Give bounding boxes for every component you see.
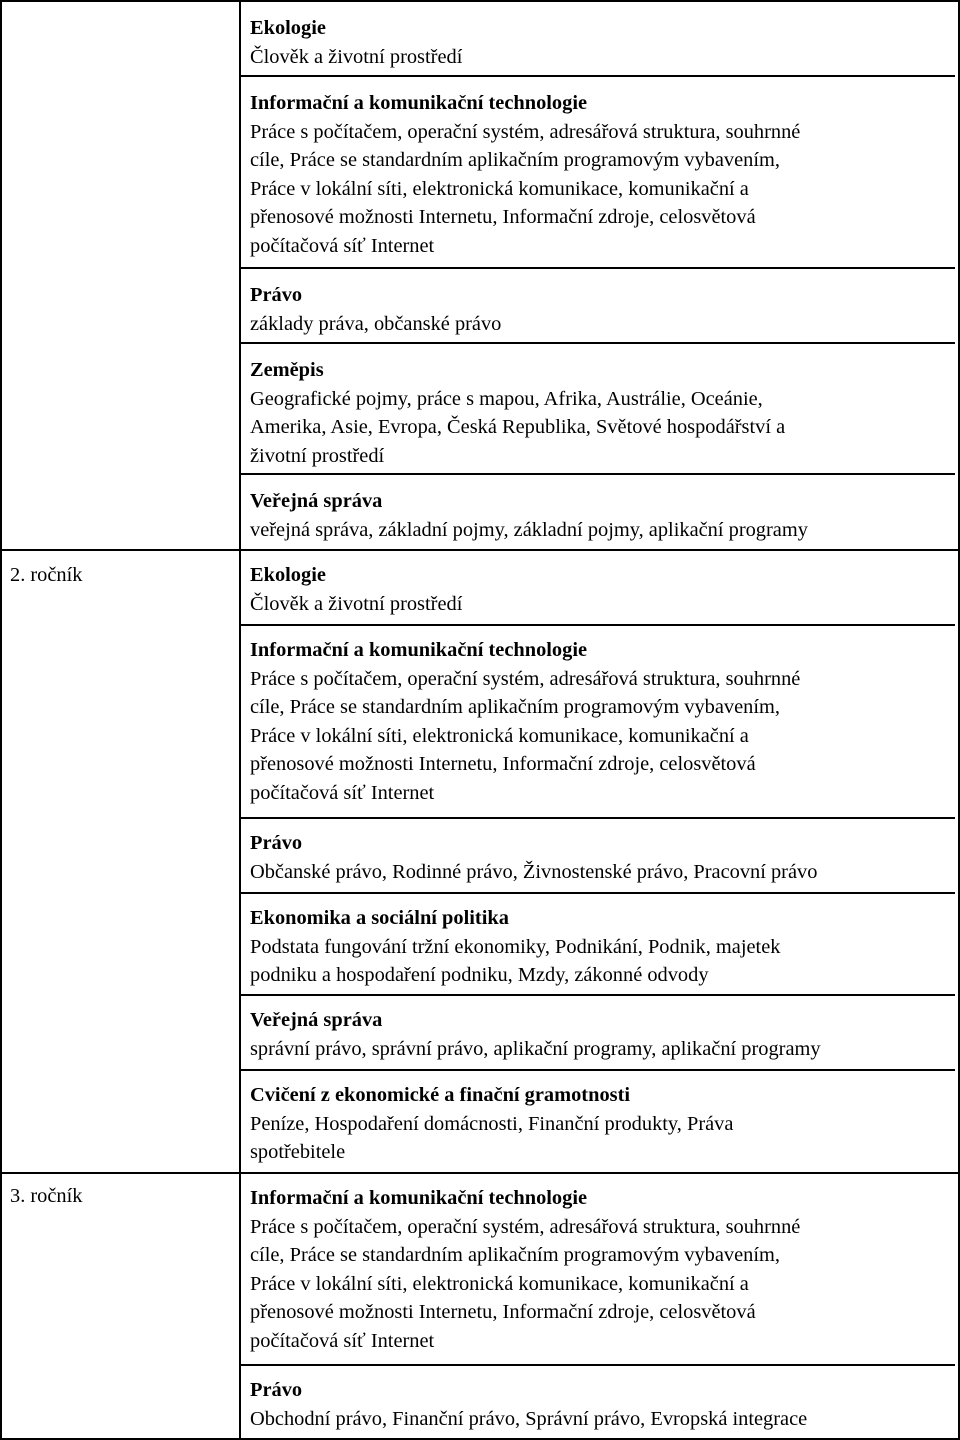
subject-cell-ikt bbox=[241, 626, 955, 819]
subject-content-line: Práce s počítačem, operační systém, adresářová struktura, souhrnné bbox=[250, 120, 801, 143]
subject-content-line: Peníze, Hospodaření domácnosti, Finanční produkty, Práva bbox=[250, 1112, 734, 1135]
subject-cell-ekonomika bbox=[241, 894, 955, 996]
subject-content-line: Práce v lokální síti, elektronická komunikace, komunikační a bbox=[250, 724, 749, 747]
subject-content-line: základy práva, občanské právo bbox=[250, 312, 502, 335]
subject-content-line: Člověk a životní prostředí bbox=[250, 592, 463, 615]
subject-content-line: cíle, Práce se standardním aplikačním programovým vybavením, bbox=[250, 1244, 780, 1266]
subject-content-line: Práce v lokální síti, elektronická komunikace, komunikační a bbox=[250, 1272, 749, 1295]
subject-heading: Informační a komunikační technologie bbox=[250, 1187, 588, 1209]
subject-heading: Cvičení z ekonomické a finační gramotnosti bbox=[250, 1084, 631, 1106]
subject-content-line: počítačová síť Internet bbox=[250, 1329, 435, 1352]
subject-heading: Ekologie bbox=[250, 564, 326, 586]
subject-heading: Veřejná správa bbox=[250, 490, 383, 512]
subject-content-line: Práce s počítačem, operační systém, adresářová struktura, souhrnné bbox=[250, 1215, 801, 1238]
subject-content-line: Práce s počítačem, operační systém, adresářová struktura, souhrnné bbox=[250, 667, 801, 690]
subject-heading: Ekologie bbox=[250, 17, 326, 39]
subject-content-line: Podstata fungování tržní ekonomiky, Podnikání, Podnik, majetek bbox=[250, 935, 781, 958]
subject-content-line: životní prostředí bbox=[250, 444, 385, 467]
subject-heading: Právo bbox=[250, 832, 303, 854]
subject-heading: Zeměpis bbox=[250, 359, 324, 381]
subject-content-line: cíle, Práce se standardním aplikačním programovým vybavením, bbox=[250, 149, 780, 171]
subject-heading: Právo bbox=[250, 1379, 303, 1401]
subject-cell-verejna-sprava bbox=[241, 996, 955, 1071]
table-border-left bbox=[0, 0, 2, 1440]
subject-content-line: Občanské právo, Rodinné právo, Živnostenské právo, Pracovní právo bbox=[250, 860, 818, 883]
subject-cell-zemepis bbox=[241, 344, 955, 475]
year-label: 2. ročník bbox=[10, 564, 83, 586]
subject-content-line: cíle, Práce se standardním aplikačním programovým vybavením, bbox=[250, 696, 780, 718]
subject-content-line: veřejná správa, základní pojmy, základní pojmy, aplikační programy bbox=[250, 518, 808, 541]
subject-content-line: Člověk a životní prostředí bbox=[250, 45, 463, 68]
subject-cell-ikt bbox=[241, 1174, 955, 1366]
subject-cell-pravo bbox=[241, 1366, 955, 1438]
subject-cell-ikt bbox=[241, 77, 955, 269]
subject-content-line: správní právo, správní právo, aplikační programy, aplikační programy bbox=[250, 1037, 821, 1060]
subject-content-line: Práce v lokální síti, elektronická komunikace, komunikační a bbox=[250, 177, 749, 200]
subject-cell-financni-gramotnost bbox=[241, 1071, 955, 1173]
subject-cell-pravo bbox=[241, 269, 955, 344]
subject-content-line: přenosové možnosti Internetu, Informační zdroje, celosvětová bbox=[250, 206, 756, 228]
subject-content-line: počítačová síť Internet bbox=[250, 234, 435, 257]
subject-heading: Informační a komunikační technologie bbox=[250, 92, 588, 114]
subject-content-line: spotřebitele bbox=[250, 1141, 346, 1163]
subject-cell-verejna-sprava bbox=[241, 475, 955, 550]
subject-heading: Veřejná správa bbox=[250, 1009, 383, 1031]
subject-cell-pravo bbox=[241, 819, 955, 894]
subject-heading: Informační a komunikační technologie bbox=[250, 639, 588, 661]
subject-cell-ekologie bbox=[241, 551, 955, 626]
subject-content-line: Geografické pojmy, práce s mapou, Afrika, Austrálie, Oceánie, bbox=[250, 387, 763, 410]
subject-content-line: Amerika, Asie, Evropa, Česká Republika, Světové hospodářství a bbox=[250, 416, 786, 438]
subject-cell-ekologie bbox=[241, 2, 955, 77]
subject-heading: Ekonomika a sociální politika bbox=[250, 907, 509, 929]
year-label: 3. ročník bbox=[10, 1185, 83, 1207]
subject-content-line: Obchodní právo, Finanční právo, Správní právo, Evropská integrace bbox=[250, 1407, 808, 1430]
subject-content-line: počítačová síť Internet bbox=[250, 781, 435, 804]
subject-content-line: přenosové možnosti Internetu, Informační zdroje, celosvětová bbox=[250, 753, 756, 775]
subject-heading: Právo bbox=[250, 284, 303, 306]
subject-content-line: podniku a hospodaření podniku, Mzdy, zákonné odvody bbox=[250, 964, 709, 986]
subject-content-line: přenosové možnosti Internetu, Informační zdroje, celosvětová bbox=[250, 1301, 756, 1323]
